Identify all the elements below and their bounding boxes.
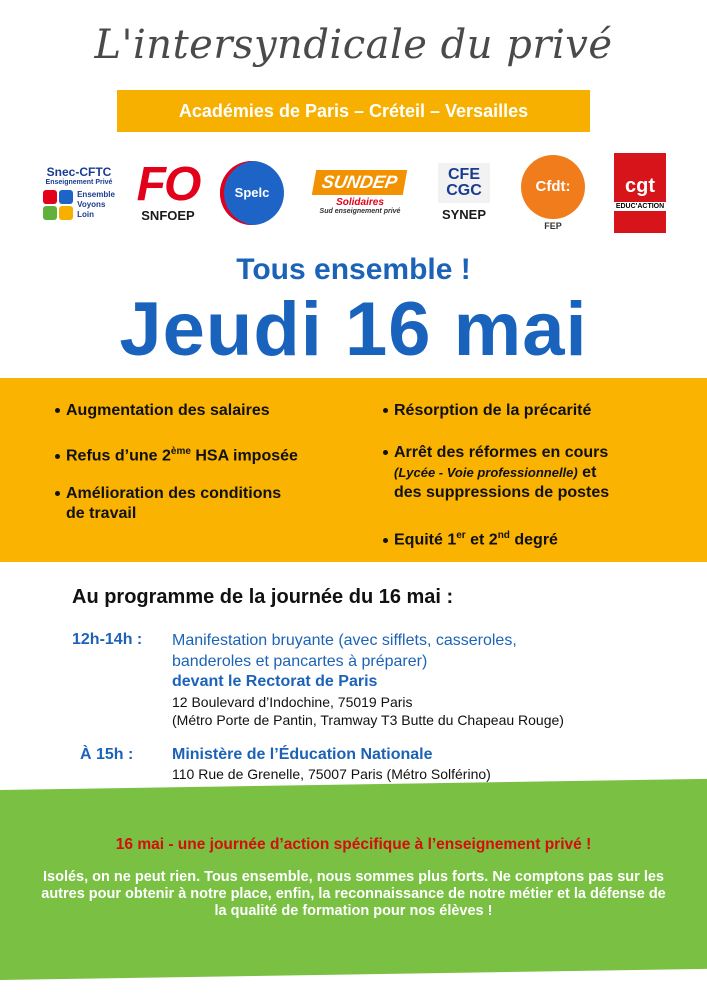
demand-item: Arrêt des réformes en cours (Lycée - Voie professionnelle) et des suppressions de postes (383, 443, 609, 503)
academies-banner: Académies de Paris – Créteil – Versailles (117, 90, 590, 132)
program-heading: Au programme de la journée du 16 mai : (72, 586, 454, 608)
sundep-logo: SUNDEP Solidaires Sud enseignement privé (306, 150, 414, 235)
cfe-cgc-logo: CFE CGC SYNEP (426, 150, 502, 235)
puzzle-icon (43, 190, 73, 220)
time-label: 12h-14h : (72, 631, 143, 648)
bullet-icon (383, 538, 388, 543)
event-description: Manifestation bruyante (avec sifflets, casseroles, (172, 632, 517, 649)
event-address: 12 Boulevard d’Indochine, 75019 Paris (172, 694, 413, 710)
bullet-icon (55, 408, 60, 413)
demand-item: Equité 1er et 2nd degré (383, 526, 558, 550)
bullet-icon (383, 408, 388, 413)
cfdt-logo: Cfdt: FEP (517, 150, 589, 235)
event-location: devant le Rectorat de Paris (172, 673, 378, 690)
bullet-icon (383, 450, 388, 455)
demand-item: Résorption de la précarité (383, 401, 591, 421)
event-location: Ministère de l’Éducation Nationale (172, 746, 433, 763)
event-description: banderoles et pancartes à préparer) (172, 653, 428, 670)
demand-item: Augmentation des salaires (55, 401, 270, 421)
footer-text: Isolés, on ne peut rien. Tous ensemble, nous sommes plus forts. Ne comptons pas sur les autres pour obtenir à notre place, enfin, la reconnaissance de notre métier et la défense de la qualité de formation pour nos élèves ! (41, 869, 666, 919)
footer-title: 16 mai - une journée d’action spécifique à l’enseignement privé ! (115, 836, 592, 853)
page-title: L'intersyndicale du privé (94, 22, 613, 68)
spelc-logo: Spelc (218, 150, 286, 235)
event-address: 110 Rue de Grenelle, 75007 Paris (Métro Solférino) (172, 766, 491, 782)
bullet-icon (55, 491, 60, 496)
cgt-logo: cgt EDUC'ACTION (610, 150, 670, 235)
demand-item: Refus d’une 2ème HSA imposée (55, 442, 298, 466)
time-label: À 15h : (80, 746, 134, 763)
subtitle: Tous ensemble ! (236, 253, 471, 286)
bullet-icon (55, 454, 60, 459)
snec-cftc-logo: Snec-CFTC Enseignement Privé Ensemble Voyons Loin (38, 150, 120, 235)
fo-logo: FO SNFOEP (136, 158, 200, 223)
event-transport: (Métro Porte de Pantin, Tramway T3 Butte du Chapeau Rouge) (172, 712, 564, 728)
demands-band (0, 378, 707, 562)
demand-item: Amélioration des conditions de travail (55, 484, 281, 524)
event-date: Jeudi 16 mai (119, 287, 588, 372)
